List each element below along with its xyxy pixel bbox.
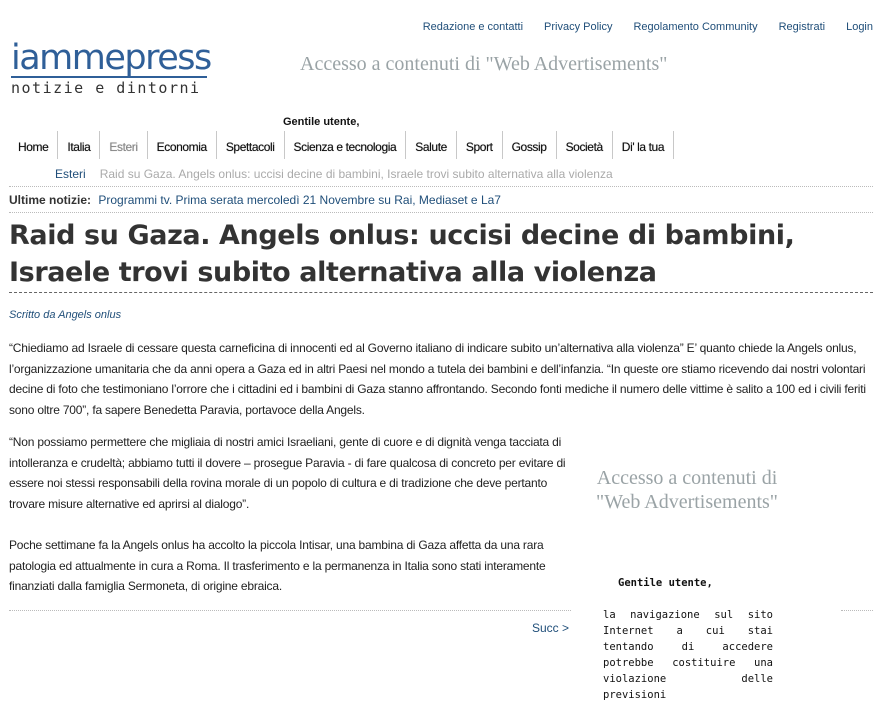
- article-paragraph: Poche settimane fa la Angels onlus ha accolto la piccola Intisar, una bambina di Gaza affetta da una rara patologia ed attualmente in cura a Roma. Il trasferimento e la permanenza in Italia sono stati interamente finanziati dalla famiglia Sermoneta, di origine ebraica.: [9, 538, 546, 594]
- nav-sport[interactable]: Sport: [457, 131, 503, 159]
- link-redazione[interactable]: Redazione e contatti: [422, 21, 524, 33]
- article-author: Scritto da Angels onlus: [9, 309, 122, 321]
- article-paragraph: “Non possiamo permettere che migliaia di nostri amici Israeliani, gente di cuore e di dignità venga tacciata di intolleranza e crudeltà; abbiamo tutti il dovere – prosegue Paravia - di fare qualcosa di concreto per evitare di essere noi stessi responsabili della rovina morale di un popolo di cultura e di tradizione che deve pertanto trovare misure alternative ed aprirsi al dialogo”.: [9, 435, 566, 512]
- nav-spettacoli[interactable]: Spettacoli: [217, 131, 285, 159]
- nav-di-la-tua[interactable]: Di' la tua: [613, 131, 674, 159]
- ad-banner-top: Accesso a contenuti di "Web Advertisements": [300, 53, 668, 75]
- divider: [841, 610, 873, 611]
- ticker-label: Ultime notizie:: [9, 193, 92, 207]
- ad-side-gentile: Gentile utente,: [618, 577, 713, 589]
- nav-societa[interactable]: Società: [557, 131, 613, 159]
- nav-gossip[interactable]: Gossip: [503, 131, 557, 159]
- news-ticker: [9, 193, 501, 207]
- divider: [9, 212, 873, 213]
- ad-side-text: la navigazione sul sito Internet a cui stai tentando di accedere potrebbe costituire una violazione delle previsioni: [603, 609, 773, 701]
- article-title: Raid su Gaza. Angels onlus: uccisi decine di bambini, Israele trovi subito alternativa alla violenza: [9, 220, 795, 288]
- logo-tagline: notizie e dintorni: [11, 79, 201, 97]
- ad-banner-side: Accesso a contenuti di "Web Advertisements": [596, 467, 778, 513]
- link-privacy[interactable]: Privacy Policy: [544, 21, 613, 33]
- link-login[interactable]: Login: [846, 21, 873, 33]
- article-paragraph: “Chiediamo ad Israele di cessare questa carneficina di innocenti ed al Governo italiano di indicare subito un’alternativa alla violenza” E’ quanto chiede la Angels onlus, l’organizzazione umanitaria che da anni opera a Gaza ed in altri Paesi nel mondo a tutela dei bambini e dell’infanzia. “In queste ore stiamo ricevendo dai nostri volontari decine di foto che testimoniano l’orrore che i cittadini ed i bambini di Gaza stanno affrontando. Secondo fonti mediche il numero delle vittime è salito a 100 ed i civili feriti sono oltre 700”, fa sapere Benedetta Paravia, portavoce della Angels.: [9, 341, 866, 418]
- nav-home[interactable]: Home: [9, 131, 58, 159]
- link-registrati[interactable]: Registrati: [778, 21, 826, 33]
- breadcrumb: [55, 167, 613, 181]
- nav-esteri[interactable]: Esteri: [100, 131, 147, 159]
- top-links: [402, 21, 873, 33]
- nav-scienza-tecnologia[interactable]: Scienza e tecnologia: [285, 131, 407, 159]
- ticker-link[interactable]: Programmi tv. Prima serata mercoledì 21 Novembre su Rai, Mediaset e La7: [98, 193, 501, 207]
- site-logo[interactable]: [11, 40, 211, 97]
- breadcrumb-section[interactable]: Esteri: [55, 167, 86, 181]
- next-article-link[interactable]: Succ >: [532, 621, 570, 635]
- divider: [9, 610, 571, 611]
- breadcrumb-current: Raid su Gaza. Angels onlus: uccisi decine di bambini, Israele trovi subito alternativa alla violenza: [99, 167, 613, 181]
- link-regolamento[interactable]: Regolamento Community: [633, 21, 758, 33]
- logo-wordmark: iammepress: [11, 38, 211, 78]
- main-nav: [9, 131, 674, 159]
- nav-italia[interactable]: Italia: [58, 131, 100, 159]
- nav-economia[interactable]: Economia: [148, 131, 217, 159]
- ad-gentile-top: Gentile utente,: [283, 116, 360, 128]
- title-divider: [9, 292, 873, 293]
- nav-salute[interactable]: Salute: [406, 131, 457, 159]
- divider: [9, 186, 873, 187]
